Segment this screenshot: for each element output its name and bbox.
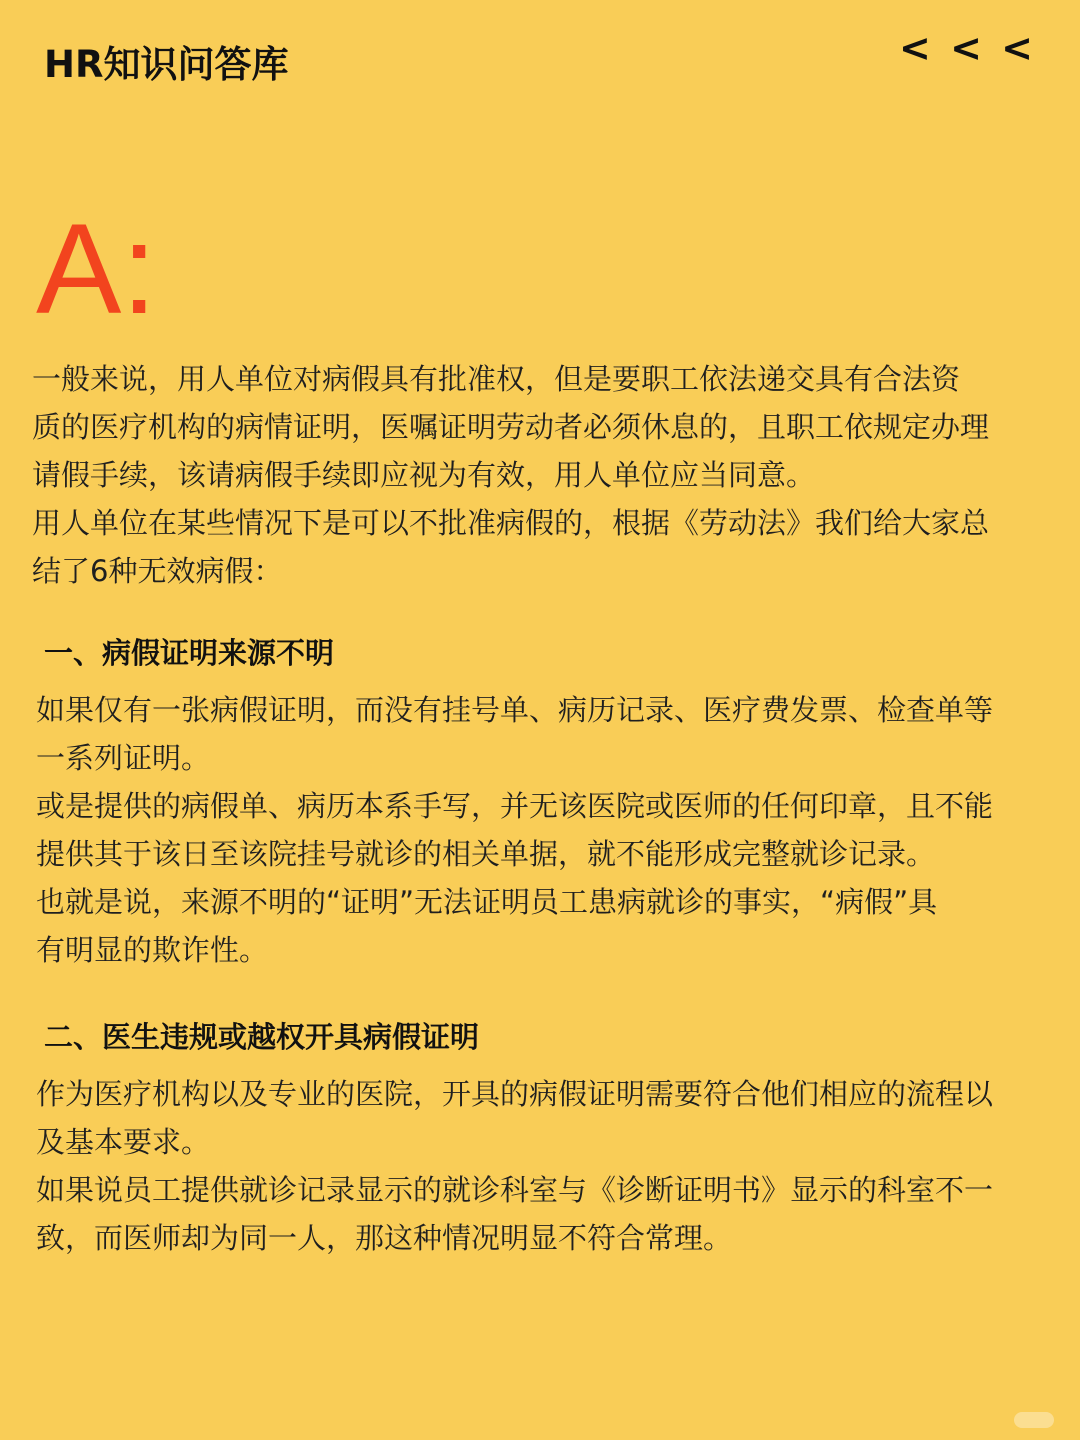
section-heading-1: 一、病假证明来源不明	[44, 636, 335, 670]
section-1-line: 提供其于该日至该院挂号就诊的相关单据，就不能形成完整就诊记录。	[36, 837, 936, 871]
intro-line: 结了6种无效病假：	[32, 554, 283, 588]
section-1-line: 如果仅有一张病假证明，而没有挂号单、病历记录、医疗费发票、检查单等	[36, 693, 994, 727]
section-heading-2: 二、医生违规或越权开具病假证明	[44, 1020, 480, 1054]
section-1-line: 也就是说，来源不明的“证明”无法证明员工患病就诊的事实，“病假”具	[36, 885, 938, 919]
section-2-line: 作为医疗机构以及专业的医院，开具的病假证明需要符合他们相应的流程以	[36, 1077, 994, 1111]
section-2-line: 如果说员工提供就诊记录显示的就诊科室与《诊断证明书》显示的科室不一	[36, 1173, 994, 1207]
back-arrows-icon[interactable]: < < <	[899, 26, 1036, 70]
section-1-line: 或是提供的病假单、病历本系手写，并无该医院或医师的任何印章，且不能	[36, 789, 994, 823]
section-1-line: 一系列证明。	[36, 741, 211, 775]
watermark-mark	[1014, 1412, 1054, 1428]
section-1-body	[36, 686, 993, 974]
intro-line: 用人单位在某些情况下是可以不批准病假的，根据《劳动法》我们给大家总	[32, 506, 990, 540]
section-2-body	[36, 1070, 993, 1262]
intro-line: 请假手续，该请病假手续即应视为有效，用人单位应当同意。	[32, 458, 816, 492]
answer-label: A:	[36, 198, 157, 341]
page-title: HR知识问答库	[44, 43, 289, 86]
intro-line: 质的医疗机构的病情证明，医嘱证明劳动者必须休息的，且职工依规定办理	[32, 410, 990, 444]
intro-paragraph	[32, 355, 989, 595]
section-2-line: 致，而医师却为同一人，那这种情况明显不符合常理。	[36, 1221, 733, 1255]
section-2-line: 及基本要求。	[36, 1125, 211, 1159]
section-1-line: 有明显的欺诈性。	[36, 933, 269, 967]
intro-line: 一般来说，用人单位对病假具有批准权，但是要职工依法递交具有合法资	[32, 362, 961, 396]
